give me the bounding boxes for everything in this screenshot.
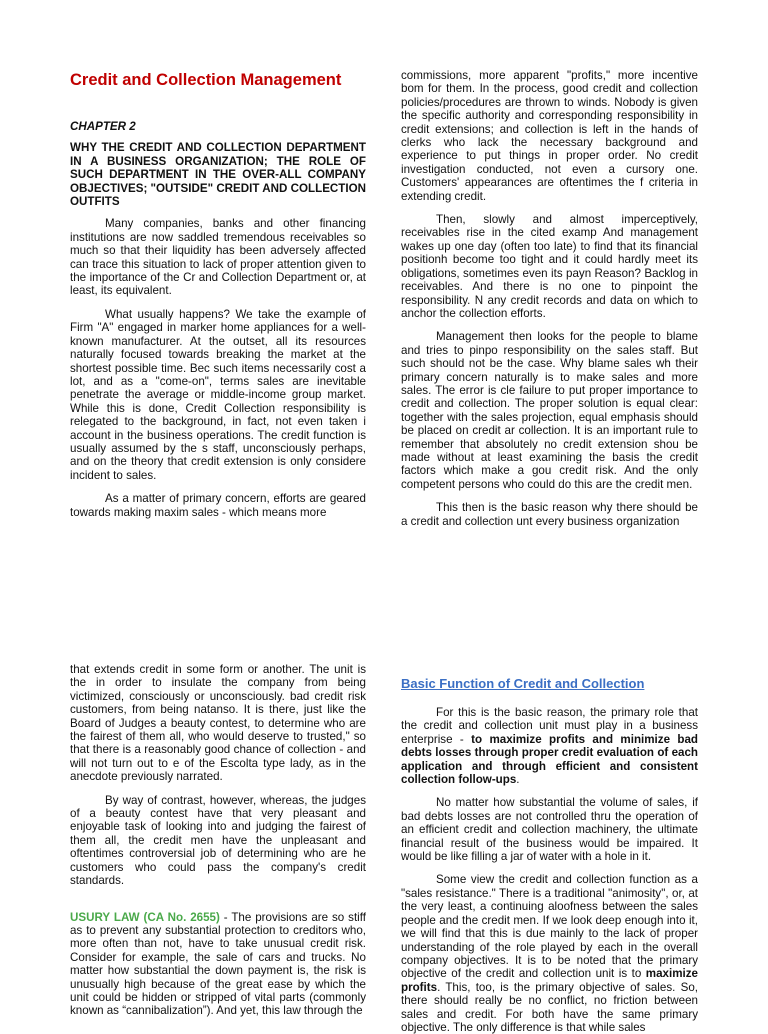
paragraph-text: For this is the basic reason, the primary role that the credit and collection unit must play in a business enterprise - xyxy=(401,706,698,746)
paragraph: What usually happens? We take the example of Firm "A" engaged in marker home appliances for a well-known manufacturer. At the outset, all its resources naturally focused towards breaking the market at the shortest possible time. Bec such items necessarily cost a lot, and as a "come-on", terms sales are inevitable penetrate the average or middle-income group market. While this is done, Credit Collection responsibility is relegated to the background, in fact, not even taken i account in the business operations. The credit function is usually assumed by the s staff, unconsciously perhaps, and on the theory that credit extension is only considere incident to sales. xyxy=(70,307,366,482)
column-bottom-left xyxy=(70,663,366,1018)
section-title: Basic Function of Credit and Collection xyxy=(401,676,645,691)
column-top-right xyxy=(401,69,698,528)
usury-law-heading: USURY LAW (CA No. 2655) xyxy=(70,910,220,924)
chapter-heading: WHY THE CREDIT AND COLLECTION DEPARTMENT IN A BUSINESS ORGANIZATION; THE ROLE OF SUCH DEPARTMENT IN THE OVER-ALL COMPANY OBJECTIVES; "OUTSIDE" CREDIT AND COLLECTION OUTFITS xyxy=(70,141,366,209)
paragraph: Many companies, banks and other financing institutions are now saddled tremendous receivables so much so that their liquidity has been adversely affected can trace this situation to lack of proper attention given to the importance of the Cr and Collection Department or, at least, its equivalent. xyxy=(70,217,366,298)
paragraph: commissions, more apparent "profits," more incentive bom for them. In the process, good credit and collection policies/procedures are thrown to winds. Nobody is given the specific authority and corresponding responsibility in credit extensions; and collection is left in the hands of clerks who lack the necessary background and experience to put things in proper order. No credit investigation conducted, not even a cursory one. Customers' appearances are oftentimes the f criteria in extending credit. xyxy=(401,69,698,203)
bold-text: to maximize profits and minimize bad debts losses through proper credit evaluation of each application and through efficient and consistent collection follow-ups xyxy=(401,732,698,787)
paragraph xyxy=(401,873,698,1034)
bold-text: maximize profits xyxy=(401,967,698,994)
usury-law-text: - The provisions are so stiff as to prevent any substantial protection to creditors who, more often than not, have to take unusual credit risk. Consider for example, the sale of cars and trucks. No matter how substantial the down payment is, the risk is unusually high because of the great ease by which the unit could be hidden or stripped of vital parts (commonly known as “cannibalization”). And yet, this law through the xyxy=(70,910,366,1018)
paragraph: This then is the basic reason why there should be a credit and collection unt every business organization xyxy=(401,501,698,528)
paragraph: that extends credit in some form or another. The unit is the in order to insulate the company from being victimized, consciously or unconsciously. bad credit risk customers, from being natanso. It is there, just like the Board of Judges a beauty contest, to determine who are the fairest of them all, who would deserve to trusted," so that there is a reasonably good chance of collection - and will not turn out to e of the Escolta type lady, as in the anecdote previously narrated. xyxy=(70,663,366,784)
document-title: Credit and Collection Management xyxy=(70,71,342,89)
paragraph: As a matter of primary concern, efforts are geared towards making maxim sales - which means more xyxy=(70,492,366,519)
paragraph-text: . xyxy=(516,773,520,787)
usury-law-paragraph xyxy=(70,911,366,1018)
paragraph: Management then looks for the people to blame and tries to pinpo responsibility on the sales staff. But such should not be the case. Why blame sales wh their primary concern naturally is to make sales and more sales. The error is cle failure to put proper importance to credit and collection. The proper solution is equal clear: together with the sales projection, equal emphasis should be placed on credit ar collection. It is an important rule to remember that absolutely no credit extension shou be made without at least examining the basis the credit factors which make a gou credit risk. And the only competent persons who could do this are the credit men. xyxy=(401,330,698,491)
chapter-label: CHAPTER 2 xyxy=(70,120,136,133)
paragraph: Then, slowly and almost imperceptively, receivables rise in the cited examp And management wakes up one day (often too late) to find that its financial positionh become too tight and it could hardly meet its obligations, sometimes even its payn Reason? Backlog in receivables. And there is no one to pinpoint the responsibility. N any credit records and data on which to anchor the collection efforts. xyxy=(401,213,698,320)
paragraph: By way of contrast, however, whereas, the judges of a beauty contest have that very pleasant and enjoyable task of looking into and judging the fairest of them all, the credit men have the unpleasant and oftentimes controversial job of determining who are he customers who could pass the company's credit standards. xyxy=(70,793,366,888)
paragraph-text: Some view the credit and collection function as a "sales resistance." There is a traditional "animosity", or, at the very least, a continuing aloofness between the sales people and the credit men. If we look deep enough into it, we will find that this is due mainly to the lack of proper understanding of the role played by each in the overall company objectives. It is to be noted that the primary objective of the credit and collection unit is to xyxy=(401,873,698,981)
paragraph-text: . This, too, is the primary objective of sales. So, there should really be no conflict, no friction between sales and credit. For both have the same primary objective. The only difference is that while sales xyxy=(401,980,698,1034)
column-bottom-right xyxy=(401,676,698,1034)
paragraph xyxy=(401,706,698,786)
paragraph: No matter how substantial the volume of sales, if bad debts losses are not controlled thru the operation of an efficient credit and collection machinery, the ultimate financial result of the business would be impaired. It would be like filling a jar of water with a hole in it. xyxy=(401,796,698,864)
column-top-left xyxy=(70,70,366,519)
